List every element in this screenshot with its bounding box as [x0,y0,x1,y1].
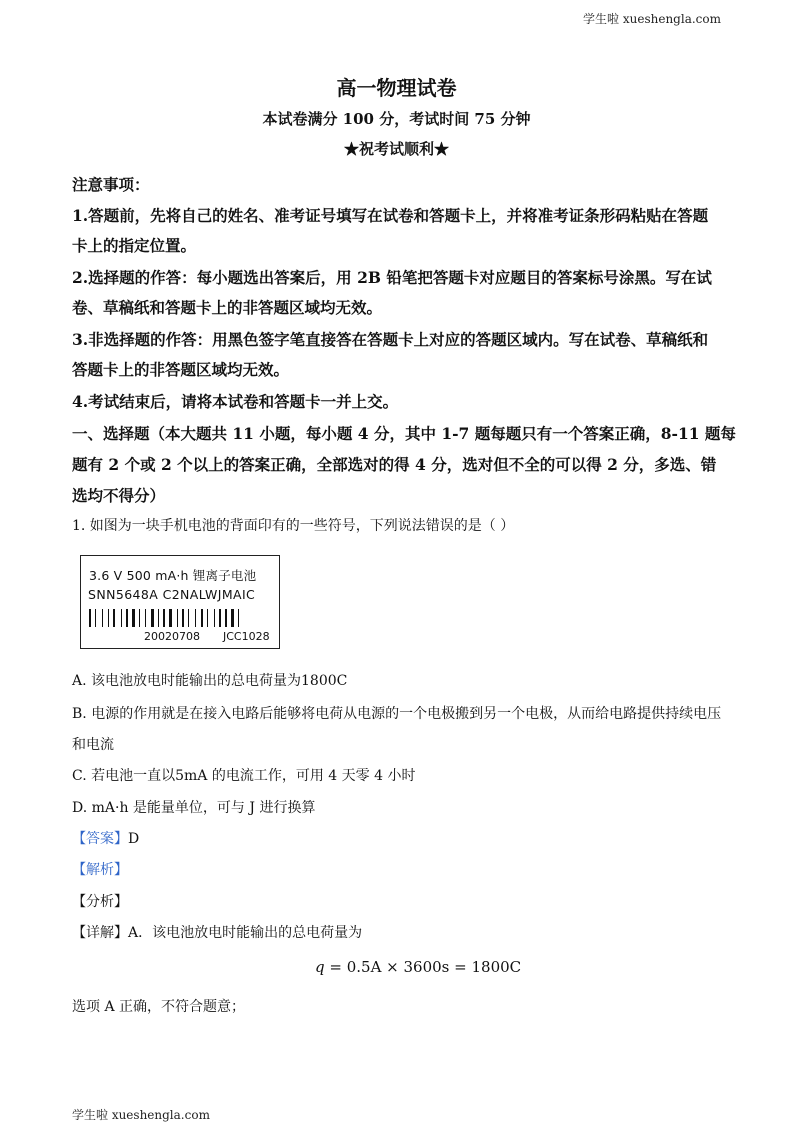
answer-tag: 【答案】 [72,831,128,847]
section-heading: 题有 2 个或 2 个以上的答案正确，全部选对的得 4 分，选对但不全的可以得 2 分，多选、错 [72,455,717,474]
exam-wish: ★祝考试顺利★ [343,140,449,158]
notice-line: 4.考试结束后，请将本试卷和答题卡一并上交。 [72,392,399,411]
notice-line: 卡上的指定位置。 [72,236,197,255]
battery-label-figure [80,555,280,649]
answer-value: D [128,831,140,847]
charge-formula [315,958,521,976]
page-title: 高一物理试卷 [336,76,457,100]
exam-info: 本试卷满分 100 分，考试时间 75 分钟 [262,110,531,128]
notice-line: 1.答题前，先将自己的姓名、准考证号填写在试卷和答题卡上，并将准考证条形码粘贴在答题 [72,206,709,225]
section-heading: 一、选择题（本大题共 11 小题，每小题 4 分，其中 1-7 题每题只有一个答案正确，8-11 题每 [72,424,736,443]
footer-watermark: 学生啦 xueshengla.com [72,1108,210,1122]
header-watermark: 学生啦 xueshengla.com [583,12,721,26]
notice-line: 2.选择题的作答：每小题选出答案后，用 2B 铅笔把答题卡对应题目的答案标号涂黑。写在试 [72,268,712,287]
option-b: B. 电源的作用就是在接入电路后能够将电荷从电源的一个电极搬到另一个电极，从而给电路提供持续电压 [72,706,722,722]
option-c: C. 若电池一直以5mA 的电流工作，可用 4 天零 4 小时 [72,768,416,784]
option-b-cont: 和电流 [72,737,114,753]
section-heading: 选均不得分） [72,486,166,505]
formula-variable: q [315,958,325,976]
notice-line: 卷、草稿纸和答题卡上的非答题区域均无效。 [72,298,383,317]
battery-label-date: 20020708 [144,630,200,643]
battery-label-code: JCC1028 [223,630,270,643]
formula-expression: = 0.5A × 3600s = 1800C [324,958,522,976]
notice-line: 答题卡上的非答题区域均无效。 [72,360,290,379]
battery-label-serial: SNN5648A C2NALWJMAIC [88,587,256,602]
barcode-image [87,609,275,627]
notice-heading: 注意事项： [72,175,150,194]
analysis-tag: 【解析】 [72,862,128,878]
notice-line: 3.非选择题的作答：用黑色签字笔直接答在答题卡上对应的答题区域内。写在试卷、草稿纸和 [72,330,709,349]
option-a: A. 该电池放电时能输出的总电荷量为1800C [72,673,348,689]
fenxi-tag: 【分析】 [72,894,128,910]
option-d: D. mA·h 是能量单位，可与 J 进行换算 [72,800,316,816]
conclusion-line: 选项 A 正确，不符合题意； [72,999,246,1015]
answer-line [72,828,139,848]
detail-line: 【详解】A．该电池放电时能输出的总电荷量为 [72,925,363,941]
question-stem: 1. 如图为一块手机电池的背面印有的一些符号，下列说法错误的是（ ） [72,518,515,534]
battery-label-spec: 3.6 V 500 mA·h 锂离子电池 [89,568,257,583]
